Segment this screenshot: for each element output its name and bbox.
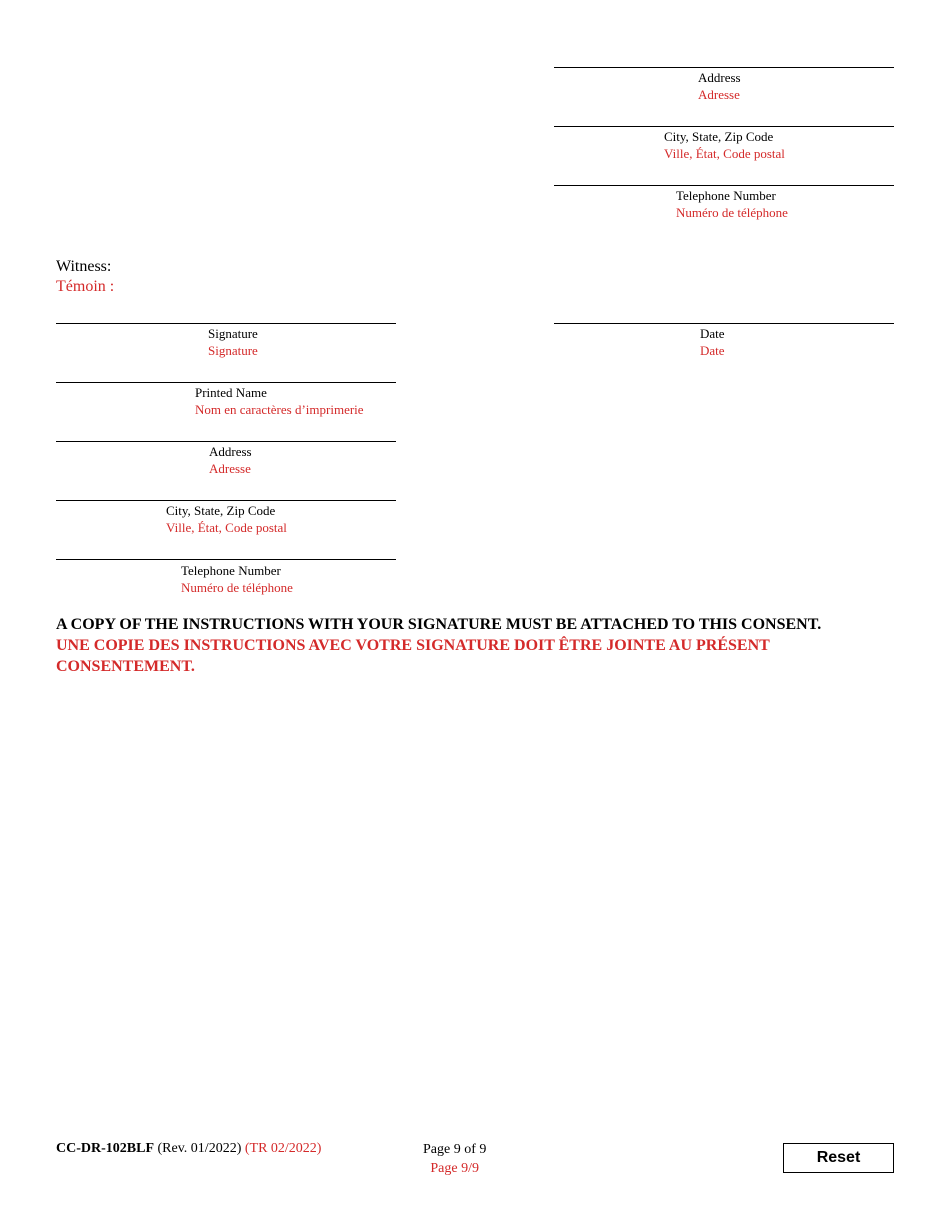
- witness-printed-name-label-fr: Nom en caractères d’imprimerie: [195, 402, 364, 417]
- witness-heading-fr: Témoin :: [56, 278, 115, 295]
- party-address-label-fr: Adresse: [698, 87, 740, 102]
- witness-printed-name-label-en: Printed Name: [195, 385, 267, 400]
- witness-date-label: [700, 325, 725, 359]
- witness-date-label-en: Date: [700, 326, 725, 341]
- witness-city-state-zip-label-fr: Ville, État, Code postal: [166, 520, 287, 535]
- form-identifier: [56, 1140, 321, 1157]
- attachment-notice-en: A COPY OF THE INSTRUCTIONS WITH YOUR SIGNATURE MUST BE ATTACHED TO THIS CONSENT.: [56, 616, 822, 633]
- witness-address-label-en: Address: [209, 444, 252, 459]
- witness-signature-label-en: Signature: [208, 326, 258, 341]
- witness-city-state-zip-label-en: City, State, Zip Code: [166, 503, 276, 518]
- witness-date-label-fr: Date: [700, 343, 725, 358]
- page-number-en: Page 9 of 9: [423, 1142, 487, 1157]
- witness-signature-label: [208, 325, 258, 359]
- page-number-fr: Page 9/9: [430, 1161, 479, 1176]
- party-city-state-zip-label-fr: Ville, État, Code postal: [664, 146, 785, 161]
- witness-printed-name-label: [195, 384, 364, 418]
- party-city-state-zip-label-en: City, State, Zip Code: [664, 129, 774, 144]
- witness-signature-label-fr: Signature: [208, 343, 258, 358]
- party-city-state-zip-label: [664, 128, 785, 162]
- witness-telephone-label: [181, 562, 293, 596]
- form-code: CC-DR-102BLF: [56, 1141, 154, 1156]
- witness-address-label-fr: Adresse: [209, 461, 251, 476]
- witness-telephone-label-fr: Numéro de téléphone: [181, 580, 293, 595]
- witness-address-label: [209, 443, 252, 477]
- party-telephone-label: [676, 187, 788, 221]
- witness-heading-en: Witness:: [56, 258, 112, 275]
- party-telephone-label-fr: Numéro de téléphone: [676, 205, 788, 220]
- party-address-label: [698, 69, 741, 103]
- party-telephone-label-en: Telephone Number: [676, 188, 776, 203]
- witness-heading: [56, 257, 114, 297]
- witness-telephone-label-en: Telephone Number: [181, 563, 281, 578]
- form-revision: (Rev. 01/2022): [157, 1141, 242, 1156]
- reset-button[interactable]: Reset: [783, 1143, 894, 1173]
- page-number: [423, 1140, 486, 1178]
- party-address-label-en: Address: [698, 70, 741, 85]
- form-translation-revision: (TR 02/2022): [244, 1141, 322, 1156]
- witness-city-state-zip-label: [166, 502, 287, 536]
- attachment-notice: [56, 614, 906, 677]
- attachment-notice-fr: UNE COPIE DES INSTRUCTIONS AVEC VOTRE SIGNATURE DOIT ÊTRE JOINTE AU PRÉSENT CONSENTEMENT.: [56, 637, 770, 675]
